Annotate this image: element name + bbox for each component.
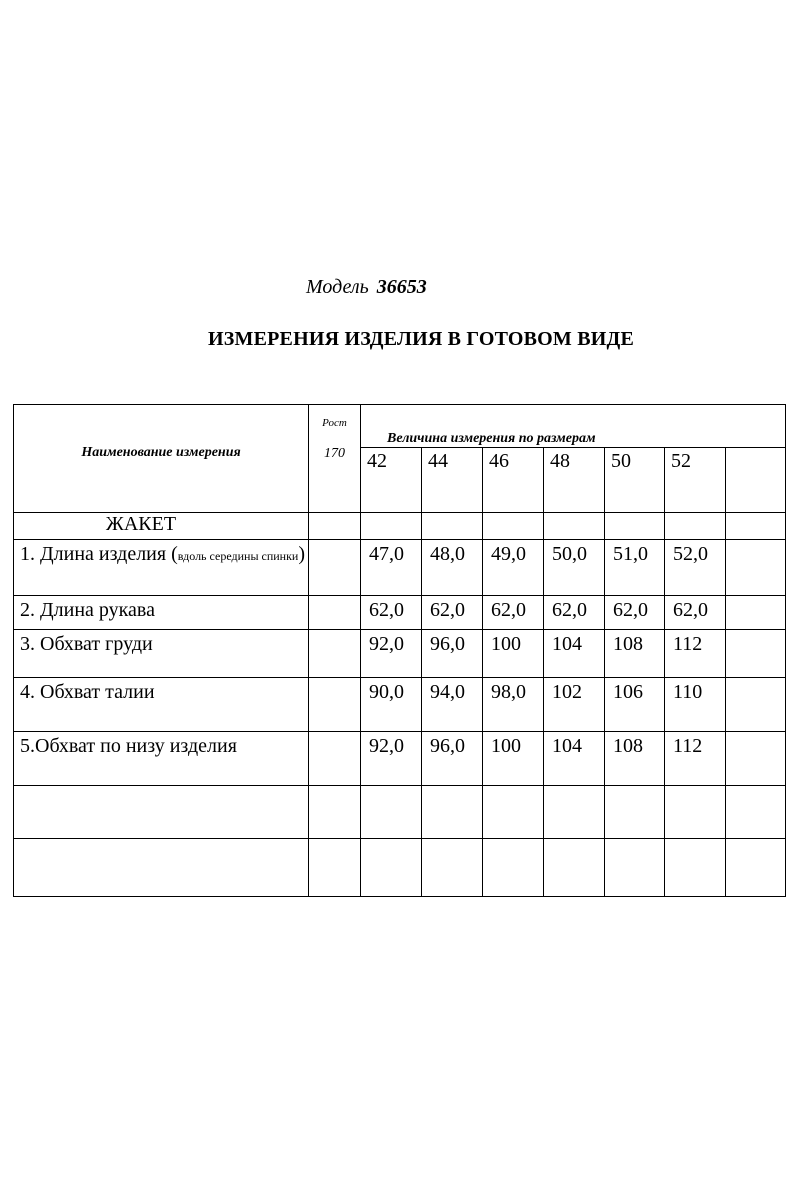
height-value: 170 (324, 445, 345, 461)
value-cell: 47,0 (361, 540, 422, 596)
measurements-table (13, 404, 786, 897)
empty-cell (309, 839, 361, 897)
value-cell: 62,0 (605, 596, 665, 630)
empty-cell (14, 839, 309, 897)
value-cell: 96,0 (422, 732, 483, 786)
value-cell: 110 (665, 678, 726, 732)
size-caption: Величина измерения по размерам (361, 405, 786, 448)
value-cell: 108 (605, 732, 665, 786)
value-cell: 48,0 (422, 540, 483, 596)
empty-cell (483, 839, 544, 897)
height-cell (309, 630, 361, 678)
height-header-cell (309, 405, 361, 513)
value-cell: 62,0 (422, 596, 483, 630)
document-title: ИЗМЕРЕНИЯ ИЗДЕЛИЯ В ГОТОВОМ ВИДЕ (208, 328, 634, 350)
row-label-end: ) (298, 543, 306, 565)
table-row (14, 596, 786, 630)
empty-cell (483, 786, 544, 839)
value-cell: 49,0 (483, 540, 544, 596)
height-label: Рост (322, 417, 347, 429)
empty-cell (544, 839, 605, 897)
value-cell: 90,0 (361, 678, 422, 732)
empty-cell (726, 786, 786, 839)
empty-cell (309, 513, 361, 540)
height-cell (309, 732, 361, 786)
empty-cell (361, 839, 422, 897)
row-label: 5.Обхват по низу изделия (14, 732, 309, 786)
value-cell: 96,0 (422, 630, 483, 678)
value-cell: 94,0 (422, 678, 483, 732)
empty-row (14, 786, 786, 839)
row-label-note: вдоль середины спинки (177, 549, 299, 563)
empty-cell (361, 513, 422, 540)
empty-cell (665, 839, 726, 897)
section-label: ЖАКЕТ (14, 513, 309, 540)
table-row (14, 732, 786, 786)
name-header: Наименование измерения (81, 445, 241, 460)
value-cell (726, 732, 786, 786)
empty-cell (309, 786, 361, 839)
model-number: 36653 (376, 276, 427, 298)
size-cell: 42 (361, 448, 422, 513)
value-cell: 104 (544, 630, 605, 678)
value-cell: 102 (544, 678, 605, 732)
value-cell: 112 (665, 732, 726, 786)
empty-cell (544, 786, 605, 839)
row-label: 2. Длина рукава (14, 596, 309, 630)
height-cell (309, 540, 361, 596)
value-cell: 106 (605, 678, 665, 732)
size-cell: 52 (665, 448, 726, 513)
value-cell: 108 (605, 630, 665, 678)
value-cell: 100 (483, 630, 544, 678)
value-cell: 92,0 (361, 630, 422, 678)
size-cell: 44 (422, 448, 483, 513)
table-row (14, 540, 786, 596)
model-label: Модель (306, 276, 369, 298)
empty-cell (422, 513, 483, 540)
size-cell: 50 (605, 448, 665, 513)
empty-cell (726, 839, 786, 897)
empty-cell (544, 513, 605, 540)
row-label (14, 540, 309, 596)
empty-cell (665, 786, 726, 839)
value-cell: 100 (483, 732, 544, 786)
size-cell (726, 448, 786, 513)
table-row (14, 678, 786, 732)
empty-cell (422, 839, 483, 897)
empty-cell (605, 786, 665, 839)
row-label: 3. Обхват груди (14, 630, 309, 678)
row-label: 4. Обхват талии (14, 678, 309, 732)
table-row (14, 630, 786, 678)
value-cell (726, 630, 786, 678)
empty-cell (605, 513, 665, 540)
empty-row (14, 839, 786, 897)
section-row (14, 513, 786, 540)
value-cell: 92,0 (361, 732, 422, 786)
empty-cell (361, 786, 422, 839)
model-line (306, 276, 427, 299)
value-cell: 112 (665, 630, 726, 678)
height-cell (309, 596, 361, 630)
value-cell: 62,0 (665, 596, 726, 630)
value-cell (726, 678, 786, 732)
value-cell: 62,0 (483, 596, 544, 630)
value-cell: 62,0 (544, 596, 605, 630)
value-cell (726, 540, 786, 596)
header-row (14, 405, 786, 448)
empty-cell (665, 513, 726, 540)
empty-cell (605, 839, 665, 897)
value-cell: 62,0 (361, 596, 422, 630)
value-cell: 104 (544, 732, 605, 786)
size-cell: 46 (483, 448, 544, 513)
value-cell: 52,0 (665, 540, 726, 596)
row-label-text: 1. Длина изделия ( (20, 543, 178, 565)
empty-cell (483, 513, 544, 540)
height-cell (309, 678, 361, 732)
empty-cell (422, 786, 483, 839)
empty-cell (726, 513, 786, 540)
value-cell: 98,0 (483, 678, 544, 732)
value-cell: 50,0 (544, 540, 605, 596)
name-header-cell (14, 405, 309, 513)
value-cell (726, 596, 786, 630)
size-cell: 48 (544, 448, 605, 513)
value-cell: 51,0 (605, 540, 665, 596)
empty-cell (14, 786, 309, 839)
